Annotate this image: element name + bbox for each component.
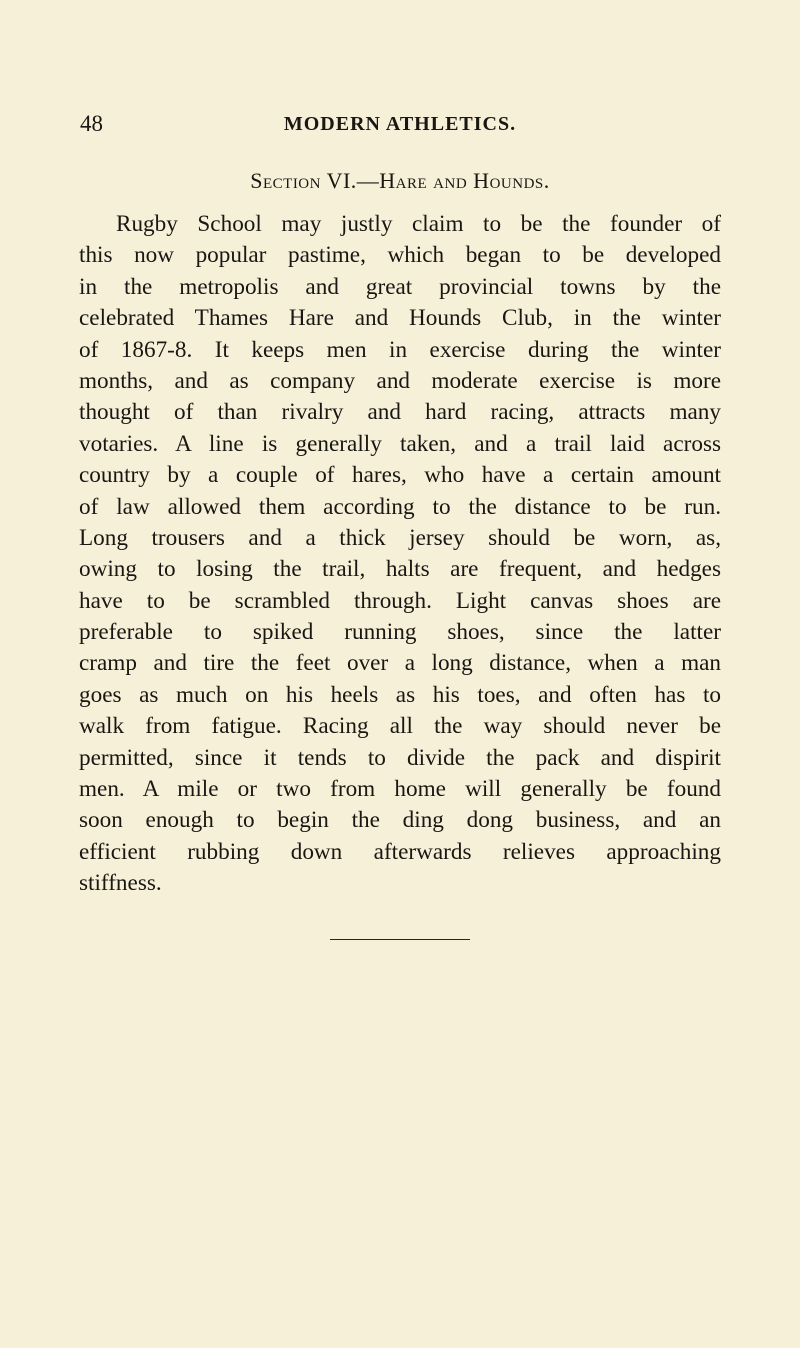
text-line: this now popular pastime, which began to be developed [79, 242, 721, 269]
text-line: cramp and tire the feet over a long distance, when a man [79, 650, 721, 677]
text-line: have to be scrambled through. Light canvas shoes are [79, 587, 721, 614]
section-end-rule [330, 939, 470, 940]
text-line: of law allowed them according to the distance to be run. [79, 493, 721, 520]
text-line: goes as much on his heels as his toes, and often has to [79, 681, 721, 708]
section-heading: Section VI.—Hare and Hounds. [250, 168, 550, 193]
text-line: preferable to spiked running shoes, since the latter [79, 619, 721, 646]
text-line: walk from fatigue. Racing all the way should never be [79, 713, 721, 740]
text-line: permitted, since it tends to divide the pack and dispirit [79, 744, 721, 771]
text-line: Long trousers and a thick jersey should be worn, as, [79, 524, 721, 551]
text-line: celebrated Thames Hare and Hounds Club, in the winter [79, 305, 721, 332]
text-line: men. A mile or two from home will generally be found [79, 776, 721, 803]
page-number: 48 [80, 111, 103, 136]
text-line: months, and as company and moderate exercise is more [79, 367, 721, 394]
text-line: stiffness. [79, 870, 162, 897]
body-paragraph [79, 209, 721, 900]
text-line: soon enough to begin the ding dong business, and an [79, 807, 721, 834]
text-line: Rugby School may justly claim to be the founder of [116, 211, 721, 237]
text-line: country by a couple of hares, who have a certain amount [79, 462, 721, 489]
text-line: votaries. A line is generally taken, and a trail laid across [79, 430, 721, 457]
text-line: in the metropolis and great provincial towns by the [79, 273, 721, 300]
text-line: owing to losing the trail, halts are frequent, and hedges [79, 556, 721, 583]
text-line: efficient rubbing down afterwards relieves approaching [79, 838, 721, 865]
text-line: of 1867-8. It keeps men in exercise during the winter [79, 336, 721, 363]
running-title: MODERN ATHLETICS. [283, 113, 517, 135]
text-line: thought of than rivalry and hard racing, attracts many [79, 399, 721, 426]
